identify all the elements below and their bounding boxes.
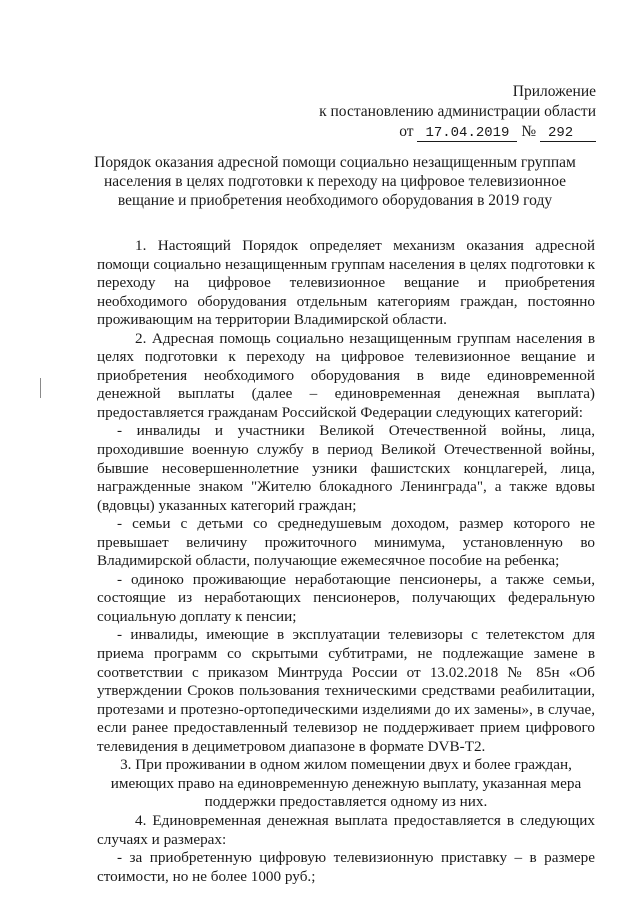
document-title: Порядок оказания адресной помощи социально незащищенным группам населения в целях подготовки к переходу на цифровое телевизионное вещание и приобретения необходимого оборудования в 2019 году bbox=[94, 154, 576, 209]
paragraph-1: 1. Настоящий Порядок определяет механизм оказания адресной помощи социально незащищенным группам населения в целях подготовки к переходу на цифровое телевизионное вещание и приобретения необходимого оборудования отдельным категориям граждан, постоянно проживающим на территории Владимирской области. bbox=[97, 237, 595, 329]
paragraph-3: 3. При проживании в одном жилом помещении двух и более граждан, имеющих право на единовременную денежную выплату, указанная мера поддержки предоставляется одному из них. bbox=[110, 756, 582, 811]
list-item-set-top-box: - за приобретенную цифровую телевизионную приставку – в размере стоимости, но не более 1000 руб.; bbox=[97, 849, 595, 885]
paragraph-2: 2. Адресная помощь социально незащищенным группам населения в целях подготовки к переходу на цифровое телевизионное вещание и приобретения необходимого оборудования в виде единовременной денежной выплаты (далее – единовременная денежная выплата) предоставляется гражданам Российской Федерации следующих категорий: bbox=[97, 329, 595, 421]
list-item-disabled: - инвалиды, имеющие в эксплуатации телевизоры с телетекстом для приема программ со скрытыми субтитрами, не подлежащие замене в соответствии с приказом Минтруда России от 13.02.2018 № 85н «Об утверждении Сроков пользования техническими средствами реабилитации, протезами и протезно-ортопедическими изделиями до их замены», в случае, если ранее предоставленный телевизор не поддерживает прием цифрового телевидения в дециметровом диапазоне в формате DVB-T2. bbox=[97, 626, 595, 755]
list-item-families: - семьи с детьми со среднедушевым доходом, размер которого не превышает величину прожиточного минимума, установленную во Владимирской области, получающие ежемесячное пособие на ребенка; bbox=[97, 515, 595, 570]
document-body bbox=[97, 237, 595, 886]
list-item-pensioners: - одиноко проживающие неработающие пенсионеры, а также семьи, состоящие из неработающих пенсионеров, получающих федеральную социальную доплату к пенсии; bbox=[97, 570, 595, 625]
resolution-number: 292 bbox=[540, 125, 596, 142]
number-prefix: № bbox=[521, 123, 537, 140]
date-prefix: от bbox=[399, 123, 414, 140]
paragraph-4: 4. Единовременная денежная выплата предоставляется в следующих случаях и размерах: bbox=[97, 811, 595, 848]
list-item-veterans: - инвалиды и участники Великой Отечественной войны, лица, проходившие военную службу в период Великой Отечественной войны, бывшие несовершеннолетние узники фашистских концлагерей, лица, награжденные знаком "Жителю блокадного Ленинграда", а также вдовы (вдовцы) указанных категорий граждан; bbox=[97, 422, 595, 514]
appendix-resolution-line: к постановлению администрации области bbox=[319, 103, 596, 120]
appendix-date-line bbox=[399, 122, 596, 142]
appendix-label: Приложение bbox=[512, 83, 596, 100]
resolution-date: 17.04.2019 bbox=[417, 125, 517, 142]
appendix-header bbox=[319, 82, 596, 142]
margin-mark bbox=[40, 378, 41, 398]
